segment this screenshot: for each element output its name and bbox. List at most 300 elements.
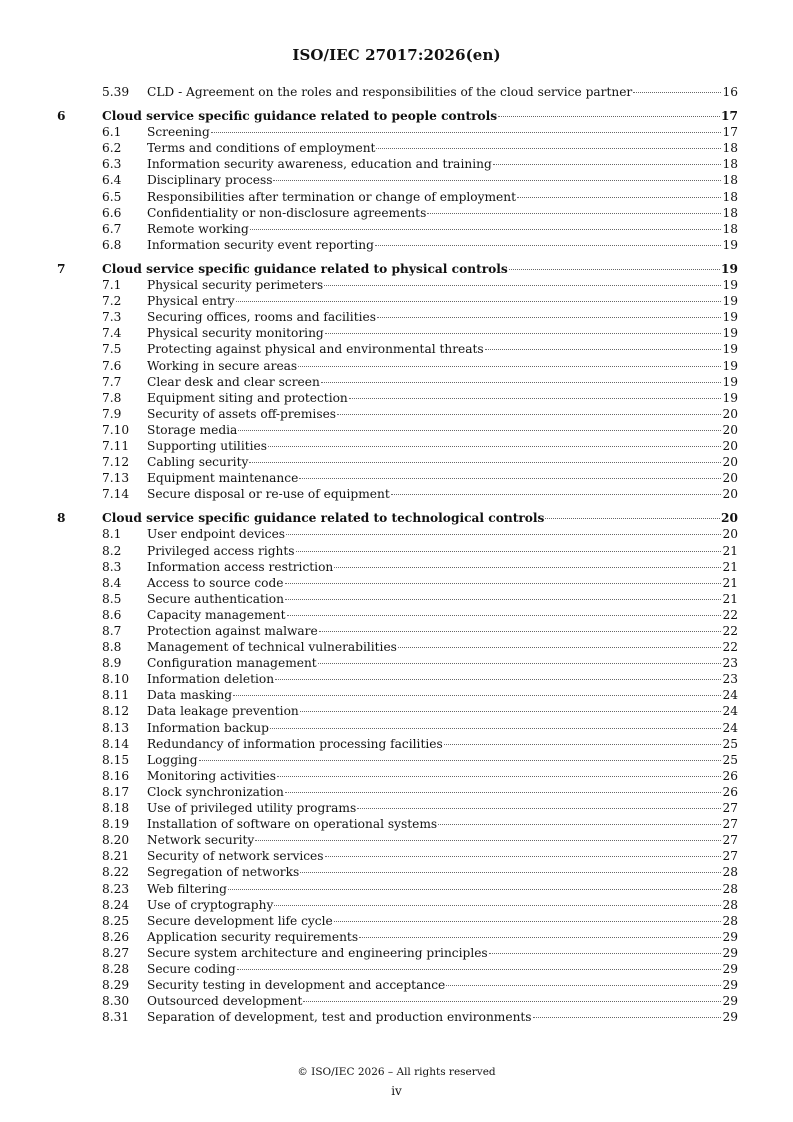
toc-entry-row[interactable] xyxy=(57,470,738,486)
toc-title-wrap xyxy=(147,205,738,221)
dot-leader xyxy=(427,213,721,214)
page-number: 28 xyxy=(722,897,738,912)
page-number: 19 xyxy=(722,390,738,405)
toc-title-wrap xyxy=(147,470,738,486)
page-number: 20 xyxy=(722,455,738,470)
section-title: Access to source code xyxy=(147,575,284,590)
section-title: Security of network services xyxy=(147,849,324,864)
section-number: 8.5 xyxy=(102,591,122,606)
page-number: 28 xyxy=(722,881,738,896)
section-number: 7.3 xyxy=(102,310,122,325)
page-number: 20 xyxy=(722,471,738,486)
toc-entry-row[interactable] xyxy=(57,768,738,784)
toc-entry-row[interactable] xyxy=(57,543,738,559)
dot-leader xyxy=(249,462,721,463)
toc-entry-row[interactable] xyxy=(57,736,738,752)
chapter-number: 7 xyxy=(57,261,66,276)
section-number: 7.14 xyxy=(102,487,130,502)
section-title: Information security event reporting xyxy=(147,237,374,252)
section-title: Confidentiality or non-disclosure agreements xyxy=(147,205,427,220)
page-number: 16 xyxy=(722,85,738,99)
toc-entry-row[interactable] xyxy=(57,703,738,719)
dot-leader xyxy=(318,663,722,664)
toc-entry-row[interactable] xyxy=(57,929,738,945)
section-title: Responsibilities after termination or change of employment xyxy=(147,189,517,204)
section-number: 8.26 xyxy=(102,929,130,944)
section-title: Logging xyxy=(147,752,198,767)
toc-title-wrap xyxy=(147,864,738,880)
section-title: Working in secure areas xyxy=(147,358,298,373)
toc-entry-row[interactable] xyxy=(57,124,738,140)
section-number: 7.4 xyxy=(102,326,122,341)
dot-leader xyxy=(493,164,722,165)
toc-title-wrap xyxy=(147,784,738,800)
page-number: 28 xyxy=(722,913,738,928)
dot-leader xyxy=(285,599,722,600)
dot-leader xyxy=(349,398,722,399)
toc-title-wrap xyxy=(147,575,738,591)
section-title: Data masking xyxy=(147,688,233,703)
page-number: 23 xyxy=(722,656,738,671)
dot-leader xyxy=(296,551,722,552)
section-title: Web filtering xyxy=(147,881,227,896)
section-number: 7.11 xyxy=(102,438,130,453)
page-number: 24 xyxy=(722,720,738,735)
section-number: 6.3 xyxy=(102,157,122,172)
toc-title-wrap xyxy=(147,221,738,237)
section-title: Clock synchronization xyxy=(147,784,284,799)
toc-title-wrap xyxy=(147,422,738,438)
toc-entry-row[interactable] xyxy=(57,390,738,406)
page-number: 29 xyxy=(722,929,738,944)
toc-entry-row[interactable] xyxy=(57,341,738,357)
toc-entry-row[interactable] xyxy=(57,277,738,293)
dot-leader xyxy=(376,148,721,149)
toc-entry-row[interactable] xyxy=(57,406,738,422)
section-title: Security of assets off-premises xyxy=(147,406,337,421)
dot-leader xyxy=(285,583,722,584)
page-number: 18 xyxy=(722,141,738,156)
dot-leader xyxy=(446,985,721,986)
toc-chapter-row[interactable] xyxy=(57,108,738,124)
toc-entry-row[interactable] xyxy=(57,438,738,454)
section-number: 8.24 xyxy=(102,897,130,912)
dot-leader xyxy=(319,631,722,632)
page-number: 20 xyxy=(722,527,738,542)
page-number: 19 xyxy=(721,261,738,276)
toc-title-wrap xyxy=(147,140,738,156)
section-number: 8.8 xyxy=(102,640,122,655)
toc-title-wrap xyxy=(147,438,738,454)
dot-leader xyxy=(275,679,721,680)
toc-title-wrap xyxy=(147,156,738,172)
section-number: 5.39 xyxy=(102,85,130,99)
section-title: Cabling security xyxy=(147,455,249,470)
dot-leader xyxy=(268,446,721,447)
dot-leader xyxy=(517,197,721,198)
toc-title-wrap xyxy=(147,832,738,848)
dot-leader xyxy=(391,494,722,495)
toc-title-wrap xyxy=(147,768,738,784)
toc-entry-row[interactable] xyxy=(57,881,738,897)
page-number: 21 xyxy=(722,543,738,558)
dot-leader xyxy=(199,760,722,761)
toc-entry-row[interactable] xyxy=(57,897,738,913)
toc-title-wrap xyxy=(147,897,738,913)
section-number: 8.23 xyxy=(102,881,130,896)
section-number: 8.17 xyxy=(102,784,130,799)
page-number: 21 xyxy=(722,591,738,606)
dot-leader xyxy=(303,1001,721,1002)
toc-entry-row[interactable] xyxy=(57,720,738,736)
section-number: 8.2 xyxy=(102,543,122,558)
toc-title-wrap xyxy=(147,325,738,341)
section-title: Separation of development, test and production environments xyxy=(147,1010,532,1025)
toc-title-wrap xyxy=(147,929,738,945)
chapter-gap xyxy=(57,100,738,108)
dot-leader xyxy=(321,382,722,383)
toc-entry-row[interactable] xyxy=(57,156,738,172)
toc-entry-row[interactable] xyxy=(57,816,738,832)
dot-leader xyxy=(237,969,722,970)
section-title: Terms and conditions of employment xyxy=(147,141,376,156)
page-number: 26 xyxy=(722,784,738,799)
section-number: 8.10 xyxy=(102,672,130,687)
section-title: Data leakage prevention xyxy=(147,704,299,719)
section-number: 7.6 xyxy=(102,358,122,373)
toc-title-wrap xyxy=(147,591,738,607)
dot-leader xyxy=(444,744,722,745)
toc-entry-row[interactable] xyxy=(57,1009,738,1025)
toc-title-wrap xyxy=(147,881,738,897)
toc-title-wrap xyxy=(147,374,738,390)
page-number: 20 xyxy=(722,438,738,453)
toc-title-wrap xyxy=(147,607,738,623)
dot-leader xyxy=(325,333,722,334)
toc-title-wrap xyxy=(147,341,738,357)
page-number: 29 xyxy=(722,1010,738,1025)
section-title: Information security awareness, education and training xyxy=(147,157,492,172)
dot-leader xyxy=(357,808,721,809)
table-of-contents xyxy=(57,84,738,1025)
toc-title-wrap xyxy=(147,703,738,719)
toc-entry-row[interactable] xyxy=(57,687,738,703)
section-number: 8.14 xyxy=(102,736,130,751)
toc-entry-row[interactable] xyxy=(57,172,738,188)
toc-title-wrap xyxy=(147,358,738,374)
dot-leader xyxy=(238,430,721,431)
section-number: 8.21 xyxy=(102,849,130,864)
dot-leader xyxy=(255,840,721,841)
section-title: Equipment maintenance xyxy=(147,471,299,486)
toc-entry-row[interactable] xyxy=(57,655,738,671)
dot-leader xyxy=(211,132,722,133)
page-number: 19 xyxy=(722,374,738,389)
section-title: Outsourced development xyxy=(147,994,303,1009)
toc-title-wrap xyxy=(147,655,738,671)
toc-title-wrap xyxy=(147,406,738,422)
page-number: 17 xyxy=(722,125,738,140)
dot-leader xyxy=(270,728,722,729)
toc-entry-row[interactable] xyxy=(57,293,738,309)
page-number: 29 xyxy=(722,945,738,960)
section-title: Physical entry xyxy=(147,294,235,309)
toc-title-wrap xyxy=(147,720,738,736)
section-title: Secure coding xyxy=(147,961,236,976)
section-title: Use of cryptography xyxy=(147,897,274,912)
section-number: 8.22 xyxy=(102,865,130,880)
toc-entry-row[interactable] xyxy=(57,84,738,100)
dot-leader xyxy=(509,269,720,270)
section-number: 7.9 xyxy=(102,406,122,421)
section-title: Segregation of networks xyxy=(147,865,300,880)
toc-title-wrap xyxy=(147,752,738,768)
toc-entry-row[interactable] xyxy=(57,140,738,156)
section-number: 7.2 xyxy=(102,294,122,309)
page-number: 23 xyxy=(722,672,738,687)
page-number: 22 xyxy=(722,640,738,655)
toc-title-wrap xyxy=(147,189,738,205)
section-title: Supporting utilities xyxy=(147,438,267,453)
toc-entry-row[interactable] xyxy=(57,591,738,607)
page-number: 25 xyxy=(722,752,738,767)
page-number: 17 xyxy=(721,109,738,124)
dot-leader xyxy=(277,776,722,777)
section-title: Installation of software on operational systems xyxy=(147,817,438,832)
page-number: 25 xyxy=(722,736,738,751)
toc-entry-row[interactable] xyxy=(57,913,738,929)
dot-leader xyxy=(359,937,721,938)
section-title: Remote working xyxy=(147,221,249,236)
section-number: 6.1 xyxy=(102,125,122,140)
section-number: 7.10 xyxy=(102,422,130,437)
section-title: Management of technical vulnerabilities xyxy=(147,640,397,655)
page-number: 29 xyxy=(722,994,738,1009)
section-title: Configuration management xyxy=(147,656,317,671)
section-title: Information deletion xyxy=(147,672,275,687)
page-number: 18 xyxy=(722,157,738,172)
toc-title-wrap xyxy=(147,848,738,864)
toc-title-wrap xyxy=(147,816,738,832)
toc-entry-row[interactable] xyxy=(57,961,738,977)
section-number: 8.12 xyxy=(102,704,130,719)
toc-entry-row[interactable] xyxy=(57,945,738,961)
section-title: Security testing in development and acceptance xyxy=(147,978,446,993)
toc-entry-row[interactable] xyxy=(57,486,738,502)
section-title: Screening xyxy=(147,125,210,140)
section-number: 8.11 xyxy=(102,688,130,703)
toc-entry-row[interactable] xyxy=(57,374,738,390)
section-title: Storage media xyxy=(147,422,238,437)
section-title: Information backup xyxy=(147,720,269,735)
dot-leader xyxy=(287,615,722,616)
toc-title-wrap xyxy=(147,309,738,325)
toc-entry-row[interactable] xyxy=(57,237,738,253)
toc-entry-row[interactable] xyxy=(57,205,738,221)
toc-entry-row[interactable] xyxy=(57,784,738,800)
section-number: 8.1 xyxy=(102,527,122,542)
dot-leader xyxy=(633,92,721,93)
toc-title-wrap xyxy=(147,237,738,253)
page-number: 20 xyxy=(722,422,738,437)
section-number: 8.27 xyxy=(102,945,130,960)
toc-chapter-row[interactable] xyxy=(57,261,738,277)
chapter-title: Cloud service specific guidance related to people controls xyxy=(102,109,498,124)
toc-title-wrap xyxy=(147,277,738,293)
toc-entry-row[interactable] xyxy=(57,454,738,470)
toc-entry-row[interactable] xyxy=(57,221,738,237)
section-number: 8.19 xyxy=(102,817,130,832)
dot-leader xyxy=(533,1017,722,1018)
section-title: Secure development life cycle xyxy=(147,913,333,928)
section-title: Physical security perimeters xyxy=(147,278,324,293)
toc-title-wrap xyxy=(102,261,738,277)
section-number: 6.4 xyxy=(102,173,122,188)
page-number: 20 xyxy=(721,511,738,526)
page-number: 28 xyxy=(722,865,738,880)
toc-entry-row[interactable] xyxy=(57,848,738,864)
section-title: Secure authentication xyxy=(147,591,284,606)
toc-title-wrap xyxy=(147,486,738,502)
page-header: ISO/IEC 27017:2026(en) xyxy=(292,46,501,64)
chapter-title: Cloud service specific guidance related to physical controls xyxy=(102,261,508,276)
page-number: 19 xyxy=(722,278,738,293)
chapter-number: 6 xyxy=(57,109,66,124)
dot-leader xyxy=(300,872,721,873)
toc-title-wrap xyxy=(147,84,738,100)
page-number: 20 xyxy=(722,406,738,421)
page-number: 22 xyxy=(722,607,738,622)
dot-leader xyxy=(250,229,722,230)
toc-entry-row[interactable] xyxy=(57,526,738,542)
dot-leader xyxy=(485,349,722,350)
toc-entry-row[interactable] xyxy=(57,752,738,768)
toc-title-wrap xyxy=(147,993,738,1009)
page-number: 27 xyxy=(722,801,738,816)
toc-entry-row[interactable] xyxy=(57,800,738,816)
toc-entry-row[interactable] xyxy=(57,623,738,639)
toc-title-wrap xyxy=(147,390,738,406)
toc-entry-row[interactable] xyxy=(57,977,738,993)
toc-entry-row[interactable] xyxy=(57,309,738,325)
section-number: 6.2 xyxy=(102,141,122,156)
section-number: 8.20 xyxy=(102,833,130,848)
dot-leader xyxy=(375,245,722,246)
toc-title-wrap xyxy=(147,526,738,542)
section-title: Physical security monitoring xyxy=(147,326,324,341)
toc-title-wrap xyxy=(147,977,738,993)
chapter-title: Cloud service specific guidance related to technological controls xyxy=(102,511,545,526)
toc-title-wrap xyxy=(147,687,738,703)
section-title: CLD - Agreement on the roles and responsibilities of the cloud service partner xyxy=(147,85,633,99)
section-title: Disciplinary process xyxy=(147,173,273,188)
toc-entry-row[interactable] xyxy=(57,575,738,591)
section-number: 8.3 xyxy=(102,559,122,574)
dot-leader xyxy=(334,567,721,568)
section-title: Equipment siting and protection xyxy=(147,390,348,405)
toc-title-wrap xyxy=(147,124,738,140)
toc-title-wrap xyxy=(147,945,738,961)
toc-entry-row[interactable] xyxy=(57,607,738,623)
section-title: Secure disposal or re-use of equipment xyxy=(147,487,390,502)
section-title: Capacity management xyxy=(147,607,286,622)
section-title: Secure system architecture and engineering principles xyxy=(147,945,488,960)
page-number: 21 xyxy=(722,575,738,590)
dot-leader xyxy=(273,180,721,181)
dot-leader xyxy=(377,317,722,318)
section-title: Privileged access rights xyxy=(147,543,295,558)
page-number: 19 xyxy=(722,237,738,252)
toc-entry-row[interactable] xyxy=(57,358,738,374)
page-number: 22 xyxy=(722,624,738,638)
toc-title-wrap xyxy=(147,454,738,470)
page-number: 19 xyxy=(722,294,738,309)
toc-title-wrap xyxy=(102,108,738,124)
page-number: 18 xyxy=(722,221,738,236)
toc-entry-row[interactable] xyxy=(57,189,738,205)
toc-chapter-row[interactable] xyxy=(57,510,738,526)
page-number: 21 xyxy=(722,559,738,574)
page-number: 18 xyxy=(722,173,738,188)
toc-entry-row[interactable] xyxy=(57,864,738,880)
dot-leader xyxy=(285,792,722,793)
page-number: 27 xyxy=(722,833,738,848)
dot-leader xyxy=(298,366,721,367)
page-number: 20 xyxy=(722,487,738,502)
page-number: 29 xyxy=(722,978,738,993)
section-title: Securing offices, rooms and facilities xyxy=(147,310,376,325)
toc-title-wrap xyxy=(147,736,738,752)
dot-leader xyxy=(489,953,722,954)
toc-title-wrap xyxy=(147,559,738,575)
section-number: 7.5 xyxy=(102,342,122,357)
page-number: 26 xyxy=(722,768,738,783)
toc-title-wrap xyxy=(147,623,738,639)
toc-entry-row[interactable] xyxy=(57,559,738,575)
page-number: 27 xyxy=(722,817,738,832)
section-number: 7.7 xyxy=(102,374,122,389)
dot-leader xyxy=(337,414,721,415)
toc-entry-row[interactable] xyxy=(57,639,738,655)
toc-entry-row[interactable] xyxy=(57,422,738,438)
footer-copyright: © ISO/IEC 2026 – All rights reserved xyxy=(297,1066,496,1078)
toc-entry-row[interactable] xyxy=(57,325,738,341)
toc-entry-row[interactable] xyxy=(57,993,738,1009)
chapter-gap xyxy=(57,502,738,510)
dot-leader xyxy=(228,889,722,890)
section-title: Protecting against physical and environmental threats xyxy=(147,342,484,357)
section-number: 7.12 xyxy=(102,455,130,470)
section-number: 7.13 xyxy=(102,471,130,486)
page-number: 29 xyxy=(722,961,738,976)
dot-leader xyxy=(498,116,720,117)
page-number: 18 xyxy=(722,189,738,204)
dot-leader xyxy=(236,301,722,302)
chapter-number: 8 xyxy=(57,511,66,526)
section-number: 7.1 xyxy=(102,278,122,293)
section-number: 8.16 xyxy=(102,768,130,783)
page-number: 19 xyxy=(722,310,738,325)
section-title: Information access restriction xyxy=(147,559,334,574)
dot-leader xyxy=(299,478,721,479)
toc-entry-row[interactable] xyxy=(57,671,738,687)
dot-leader xyxy=(325,856,722,857)
section-number: 6.6 xyxy=(102,205,122,220)
chapter-gap xyxy=(57,253,738,261)
page-number: 19 xyxy=(722,342,738,357)
toc-entry-row[interactable] xyxy=(57,832,738,848)
toc-title-wrap xyxy=(147,961,738,977)
